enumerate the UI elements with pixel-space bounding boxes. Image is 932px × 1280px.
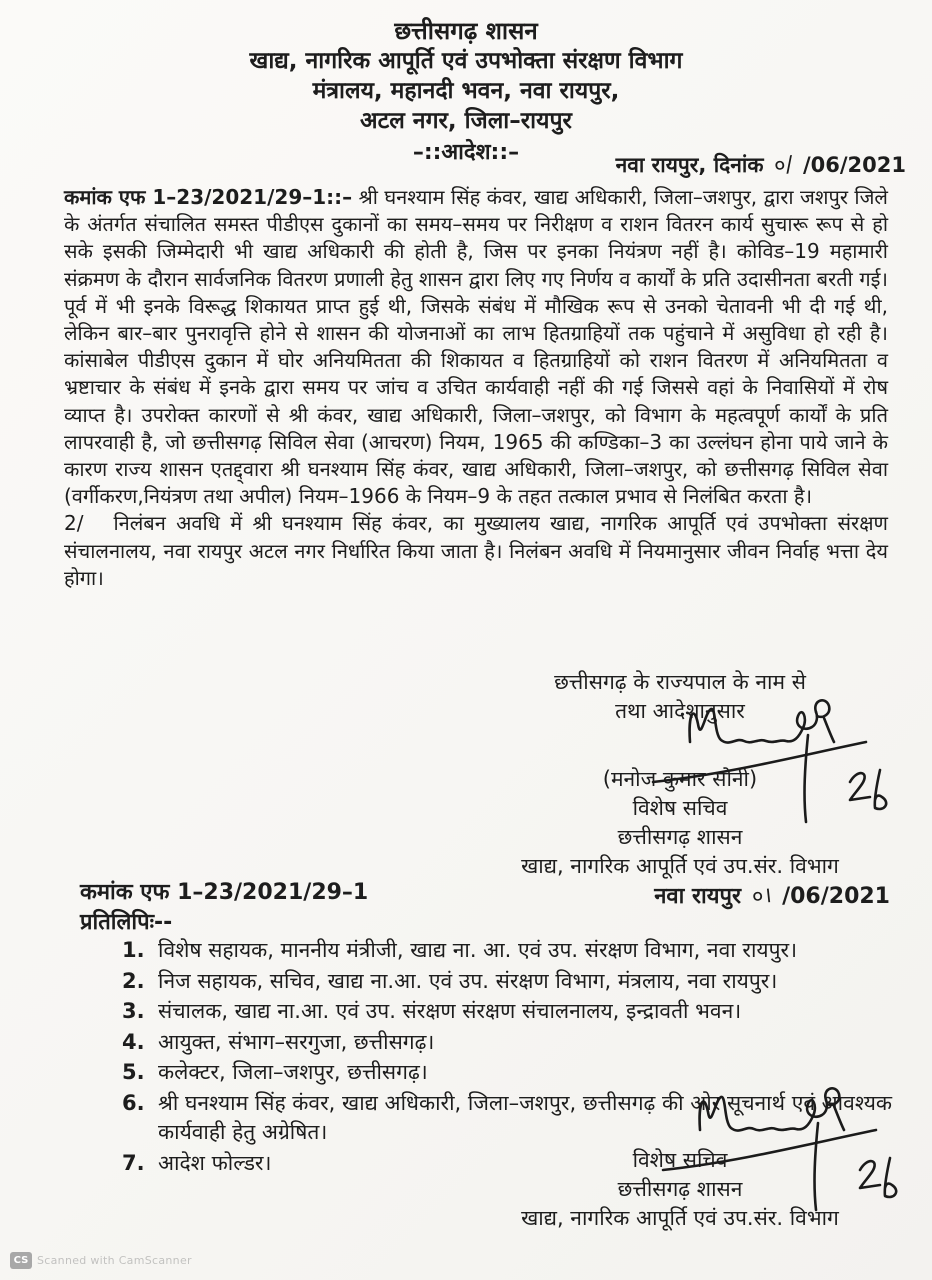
address-line-2: अटल नगर, जिला–रायपुर [360,108,572,134]
signatory-govt: छत्तीसगढ़ शासन [617,825,743,849]
ref-number-inline: कमांक एफ 1–23/2021/29–1::– [64,185,353,209]
item-number: 6. [122,1090,145,1115]
signatory-place-date [470,882,890,911]
item-number: 1. [122,938,145,962]
item-number: 7. [122,1150,145,1175]
item-text: कलेक्टर, जिला–जशपुर, छत्तीसगढ़। [158,1060,428,1084]
date-rest: /06/2021 [782,884,890,909]
item-number: 4. [122,1029,145,1054]
signature-block-1 [470,668,890,911]
scanner-watermark [10,1252,192,1269]
letterhead [0,16,932,168]
signatory2-department: खाद्य, नागरिक आपूर्ति एवं उप.संर. विभाग [521,1206,839,1230]
item-text: संचालक, खाद्य ना.आ. एवं उप. संरक्षण संरक्षण संचालनालय, इन्द्रावती भवन। [158,999,742,1023]
handwritten-day-2: ०। [750,883,773,910]
item-number: 5. [122,1060,145,1084]
item-text: विशेष सहायक, माननीय मंत्रीजी, खाद्य ना. आ. एवं उप. संरक्षण विभाग, नवा रायपुर। [158,938,798,962]
item-number: 2. [122,968,145,993]
copy-list-item [122,936,894,966]
camscanner-badge-icon: CS [10,1252,32,1269]
signature-block-2 [470,1146,890,1233]
signatory-department: खाद्य, नागरिक आपूर्ति एवं उप.संर. विभाग [521,854,839,878]
dateline-rest: /06/2021 [802,153,906,177]
dateline [616,149,906,179]
order-heading: –::आदेश::– [412,140,520,165]
handwritten-day: ०/ [772,152,795,179]
address-line-1: मंत्रालय, महानदी भवन, नवा रायपुर, [312,78,620,104]
item-text: श्री घनश्याम सिंह कंवर, खाद्य अधिकारी, जिला–जशपुर, छत्तीसगढ़ की ओर सूचनार्थ एवं आवश्यक कार्यवाही हेतु अग्रेषित। [158,1090,893,1144]
signatory2-designation: विशेष सचिव [632,1148,728,1172]
authority-line-2: तथा आदेशानुसार [615,699,745,723]
signatory2-govt: छत्तीसगढ़ शासन [617,1177,743,1201]
item-text: आयुक्त, संभाग–सरगुजा, छत्तीसगढ़। [158,1029,435,1054]
paragraph-1-text: श्री घनश्याम सिंह कंवर, खाद्य अधिकारी, जिला–जशपुर, द्वारा जशपुर जिले के अंतर्गत संचालित समस्त पीडीएस दुकानों का समय–समय पर निरीक्षण व राशन वितरन कार्य सुचारू रूप से हो सके इसकी जिम्मेदारी भी खाद्य अधिकारी की होती है, जिस पर इनका नियंत्रण नहीं है। कोविड–19 महामारी संक्रमण के दौरान सार्वजनिक वितरण प्रणाली हेतु शासन द्वारा लिए गए निर्णय व कार्यों के प्रति उदासीनता बरती गई। पूर्व में भी इनके विरूद्ध शिकायत प्राप्त हुई थी, जिसके संबंध में मौखिक रूप से उनको चेतावनी भी दी गई थी, लेकिन बार–बार पुनरावृत्ति होने से शासन की योजनाओं का लाभ हितग्राहियों तक पहुंचाने में असुविधा हो रही है। कांसाबेल पीडीएस दुकान में घोर अनियमितता की शिकायत व हितग्राहियों को राशन वितरण में अनियमितता व भ्रष्टाचार के संबंध में इनके द्वारा समय पर जांच व उचित कार्यवाही नहीं की गई जिससे वहां के निवासियों में रोष व्याप्त है। उपरोक्त कारणों से श्री कंवर, खाद्य अधिकारी, जिला–जशपुर, को विभाग के महत्वपूर्ण कार्यों के प्रति लापरवाही है, जो छत्तीसगढ़ सिविल सेवा (आचरण) नियम, 1965 की कण्डिका–3 का उल्लंघन होना पाये जाने के कारण राज्य शासन एतद्द्वारा श्री घनश्याम सिंह कंवर, खाद्य अधिकारी, जिला–जशपुर, को छत्तीसगढ़ सिविल सेवा (वर्गीकरण,नियंत्रण तथा अपील) नियम–1966 के नियम–9 के तहत तत्काल प्रभाव से निलंबित करता है। [64,185,888,509]
paragraph-2-text: निलंबन अवधि में श्री घनश्याम सिंह कंवर, का मुख्यालय खाद्य, नागरिक आपूर्ति एवं उपभोक्ता संरक्षण संचालनालय, नवा रायपुर अटल नगर निर्धारित किया जाता है। निलंबन अवधि में नियमानुसार जीवन निर्वाह भत्ता देय होगा। [64,511,888,590]
copies-label: प्रतिलिपिः-- [80,910,173,935]
item-number: 3. [122,999,145,1023]
dateline-prefix: नवा रायपुर, दिनांक [615,153,764,177]
camscanner-text: Scanned with CamScanner [37,1254,192,1267]
copy-list-item [122,1028,894,1058]
govt-name: छत्तीसगढ़ शासन [394,17,538,45]
signatory-name: (मनोज कुमार सोनी) [602,767,758,791]
footer-ref-number: कमांक एफ 1–23/2021/29–1 [80,880,369,905]
order-paragraph-1 [64,184,888,510]
signatory-designation: विशेष सचिव [632,796,728,820]
copy-list-item [122,1058,894,1088]
copy-list-item [122,967,894,997]
department-name: खाद्य, नागरिक आपूर्ति एवं उपभोक्ता संरक्षण विभाग [249,48,683,74]
copy-list-item [122,1089,894,1148]
order-paragraph-2 [64,510,888,592]
copy-list-item [122,997,894,1027]
place: नवा रायपुर [654,884,741,909]
order-body [64,184,888,592]
item-text: निज सहायक, सचिव, खाद्य ना.आ. एवं उप. संरक्षण विभाग, मंत्रलाय, नवा रायपुर। [158,968,778,993]
authority-line-1: छत्तीसगढ़ के राज्यपाल के नाम से [554,670,806,694]
copy-list [122,936,894,1179]
paragraph-2-number: 2/ [64,511,84,536]
item-text: आदेश फोल्डर। [158,1150,272,1175]
